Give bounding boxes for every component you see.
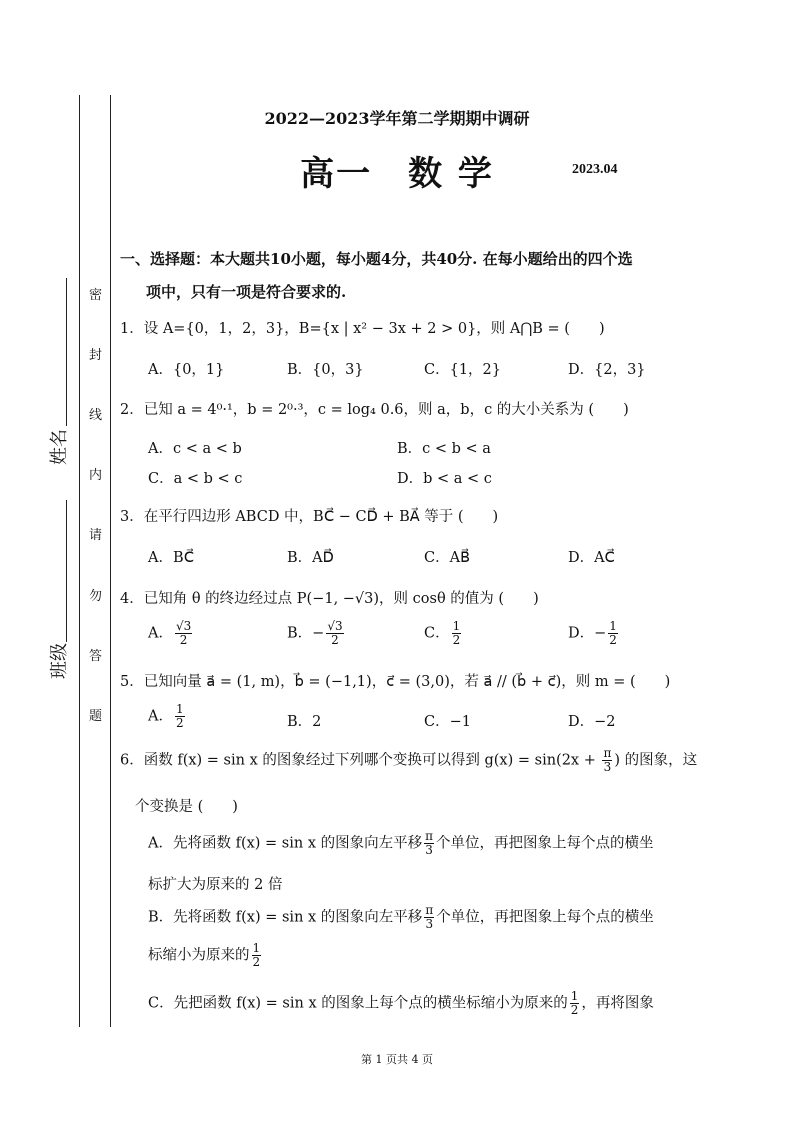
- q6-option-part: C．先把函数 f(x) = sin x 的图象上每个点的横坐标缩小为原来的: [148, 995, 568, 1012]
- page-number: 第 1 页共 4 页: [361, 1053, 433, 1066]
- question-2: 2．已知 a = 4⁰·¹，b = 2⁰·³，c = log₄ 0.6，则 a，b，c 的大小关系为 ( ): [120, 402, 629, 418]
- fraction: $\frac{\pi}{3}$: [425, 829, 434, 857]
- class-label: 班级: [49, 643, 70, 679]
- q2-option-c: C．a < b < c: [148, 471, 243, 487]
- q3-option-d: D．AC⃗: [568, 550, 615, 566]
- section-heading: 一、选择题：本大题共10小题，每小题4分，共40分. 在每小题给出的四个选: [120, 250, 633, 268]
- q6-stem-part: 6．函数 f(x) = sin x 的图象经过下列哪个变换可以得到 g(x) = sin(2x +: [120, 752, 601, 769]
- q5-option-d: D．−2: [568, 714, 616, 730]
- seal-char: 题: [89, 709, 103, 724]
- q5-option-a: [148, 703, 187, 730]
- fraction: $\frac{√3}{2}$: [327, 619, 343, 647]
- question-6: [120, 747, 697, 774]
- seal-char: 请: [89, 528, 103, 543]
- name-field[interactable]: [66, 278, 67, 426]
- q6-option-a: [148, 830, 654, 857]
- subject-title: 高一 数 学: [300, 154, 494, 194]
- q4-option-c: [424, 620, 463, 647]
- question-6-cont: 个变换是 ( ): [135, 799, 238, 815]
- q2-option-d: D．b < a < c: [397, 471, 492, 487]
- q1-option-d: D．{2，3}: [568, 362, 646, 378]
- seal-char: 内: [89, 468, 103, 483]
- q6-option-part: 标缩小为原来的: [148, 947, 250, 964]
- q6-stem-part: ) 的图象，这: [614, 752, 698, 769]
- fraction: $\frac{1}{2}$: [609, 619, 617, 647]
- q6-option-c: [148, 990, 654, 1017]
- q1-option-a: A．{0，1}: [148, 362, 225, 378]
- name-label: 姓名: [49, 429, 70, 465]
- q2-option-b: B．c < b < a: [397, 441, 491, 457]
- q6-option-part: 个单位，再把图象上每个点的横坐: [436, 835, 654, 852]
- class-field[interactable]: [66, 500, 67, 642]
- q2-option-a: A．c < a < b: [148, 441, 242, 457]
- option-letter: B．−: [287, 625, 325, 642]
- question-3: 3．在平行四边形 ABCD 中，BC⃗ − CD⃗ + BA⃗ 等于 ( ): [120, 509, 499, 525]
- fraction: $\frac{1}{2}$: [252, 941, 261, 969]
- binding-line-inner: [110, 95, 111, 1027]
- question-4: 4．已知角 θ 的终边经过点 P(−1, −√3)，则 cosθ 的值为 ( ): [120, 591, 539, 607]
- seal-char: 封: [89, 348, 103, 363]
- q4-option-a: [148, 620, 194, 647]
- q5-option-b: B．2: [287, 714, 322, 730]
- section-heading-cont: 项中，只有一项是符合要求的.: [146, 283, 347, 301]
- q1-option-c: C．{1，2}: [424, 362, 501, 378]
- q1-option-b: B．{0，3}: [287, 362, 364, 378]
- option-letter: A．: [148, 625, 173, 642]
- q6-option-part: ，再将图象: [581, 995, 654, 1012]
- seal-char: 线: [89, 408, 103, 423]
- fraction: $\frac{1}{2}$: [452, 619, 461, 647]
- binding-line-outer: [79, 95, 80, 1027]
- fraction: $\frac{1}{2}$: [570, 989, 579, 1017]
- exam-title: 2022—2023学年第二学期期中调研: [264, 109, 530, 128]
- fraction: $\frac{1}{2}$: [175, 702, 184, 730]
- option-letter: D．−: [568, 625, 607, 642]
- q6-option-b-cont: [148, 942, 263, 969]
- fraction: $\frac{√3}{2}$: [175, 619, 192, 647]
- q3-option-b: B．AD⃗: [287, 550, 334, 566]
- option-letter: C．: [424, 625, 450, 642]
- q6-option-part: B．先将函数 f(x) = sin x 的图象向左平移: [148, 909, 423, 926]
- fraction: $\frac{\pi}{3}$: [603, 746, 612, 774]
- question-1: 1．设 A={0，1，2，3}，B={x | x² − 3x + 2 > 0}，则 A⋂B = ( ): [120, 321, 605, 337]
- fraction: $\frac{\pi}{3}$: [425, 903, 434, 931]
- seal-char: 密: [89, 288, 103, 303]
- option-letter: A．: [148, 708, 173, 725]
- exam-date: 2023.04: [572, 162, 618, 177]
- q5-option-c: C．−1: [424, 714, 471, 730]
- q3-option-c: C．AB⃗: [424, 550, 471, 566]
- question-5: 5．已知向量 a⃗ = (1, m)，b⃗ = (−1,1)，c⃗ = (3,0)，若 a⃗ // (b⃗ + c⃗)，则 m = ( ): [120, 674, 671, 690]
- q6-option-a-cont: 标扩大为原来的 2 倍: [148, 877, 283, 893]
- seal-char: 答: [89, 649, 103, 664]
- q3-option-a: A．BC⃗: [148, 550, 195, 566]
- q4-option-d: [568, 620, 620, 647]
- q6-option-b: [148, 904, 654, 931]
- q6-option-part: 个单位，再把图象上每个点的横坐: [436, 909, 654, 926]
- seal-char: 勿: [89, 589, 103, 604]
- q4-option-b: [287, 620, 346, 647]
- q6-option-part: A．先将函数 f(x) = sin x 的图象向左平移: [148, 835, 423, 852]
